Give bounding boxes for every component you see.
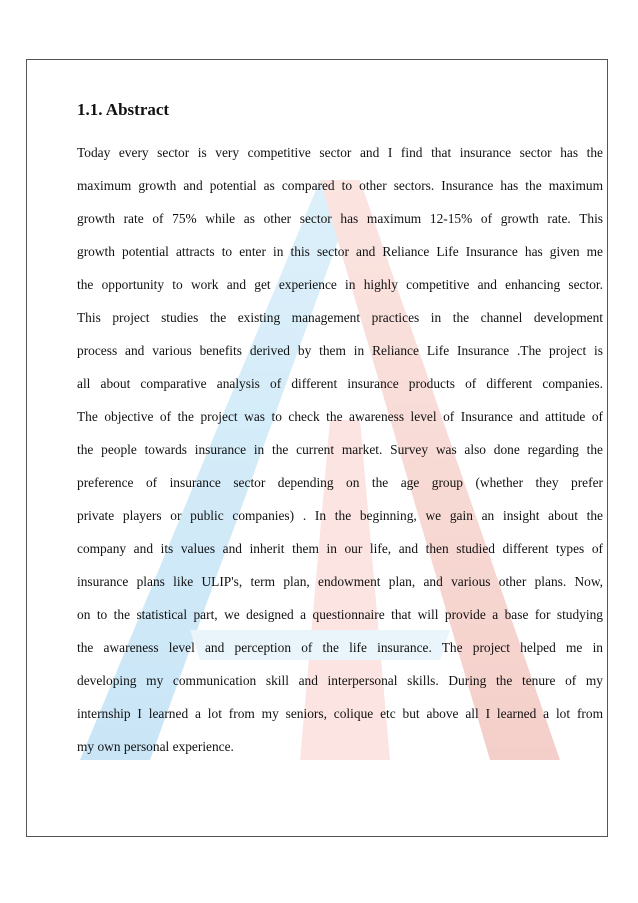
- paragraph-line: internship I learned a lot from my seniors, colique etc but above all I learned a lot from: [77, 706, 603, 721]
- paragraph-line: insurance plans like ULIP's, term plan, endowment plan, and various other plans. Now,: [77, 574, 603, 589]
- paragraph-line: on to the statistical part, we designed a questionnaire that will provide a base for studying: [77, 607, 603, 622]
- paragraph-line: Today every sector is very competitive sector and I find that insurance sector has the: [77, 145, 603, 160]
- paragraph-line: This project studies the existing management practices in the channel development: [77, 310, 603, 325]
- paragraph-line: growth rate of 75% while as other sector has maximum 12-15% of growth rate. This: [77, 211, 603, 226]
- paragraph-line: preference of insurance sector depending on the age group (whether they prefer: [77, 475, 603, 490]
- paragraph-line: all about comparative analysis of different insurance products of different companies.: [77, 376, 603, 391]
- paragraph-line: the awareness level and perception of the life insurance. The project helped me in: [77, 640, 603, 655]
- paragraph-line: my own personal experience.: [77, 739, 234, 754]
- paragraph-line: private players or public companies) . In the beginning, we gain an insight about the: [77, 508, 603, 523]
- paragraph-line: The objective of the project was to check the awareness level of Insurance and attitude of: [77, 409, 603, 424]
- abstract-paragraph: [77, 136, 603, 763]
- paragraph-line: process and various benefits derived by them in Reliance Life Insurance .The project is: [77, 343, 603, 358]
- paragraph-line: growth potential attracts to enter in this sector and Reliance Life Insurance has given me: [77, 244, 603, 259]
- paragraph-line: company and its values and inherit them in our life, and then studied different types of: [77, 541, 603, 556]
- paragraph-line: maximum growth and potential as compared to other sectors. Insurance has the maximum: [77, 178, 603, 193]
- paragraph-line: the people towards insurance in the current market. Survey was also done regarding the: [77, 442, 603, 457]
- document-body: [77, 100, 603, 763]
- paragraph-line: developing my communication skill and interpersonal skills. During the tenure of my: [77, 673, 603, 688]
- section-heading: 1.1. Abstract: [77, 100, 170, 119]
- paragraph-line: the opportunity to work and get experience in highly competitive and enhancing sector.: [77, 277, 603, 292]
